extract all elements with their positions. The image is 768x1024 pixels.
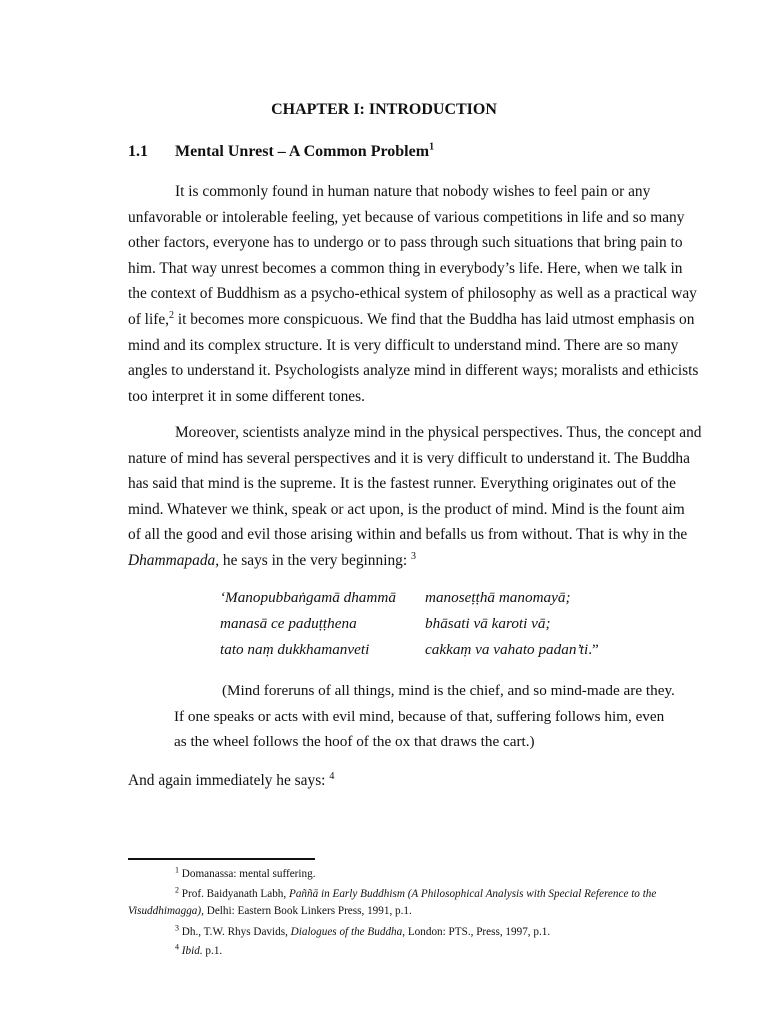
verse-line xyxy=(425,637,599,663)
paragraph-2 xyxy=(128,420,706,574)
translation-line: (Mind foreruns of all things, mind is the chief, and so mind-made are they. xyxy=(222,682,675,699)
verse-line: manoseṭṭhā manomayā; xyxy=(425,589,571,606)
paragraph-line: mind. Whatever we think, speak or act upon, is the product of mind. Mind is the fount aim xyxy=(128,500,685,518)
paragraph-line: nature of mind has several perspectives and it is very difficult to understand it. The Buddha xyxy=(128,449,690,467)
footnote-4 xyxy=(128,943,753,960)
paragraph-line: of all the good and evil those arising within and befalls us from without. That is why in the xyxy=(128,526,688,544)
section-number: 1.1 xyxy=(128,143,148,160)
paragraph-line: the context of Buddhism as a psycho-ethical system of philosophy as well as a practical way xyxy=(128,285,697,303)
paragraph-line: has said that mind is the supreme. It is the fastest runner. Everything originates out of the xyxy=(128,475,676,493)
footnote-2 xyxy=(128,886,706,920)
paragraph-line xyxy=(128,768,706,794)
footnote-ref-1[interactable]: 1 xyxy=(429,141,435,153)
paragraph-line: angles to understand it. Psychologists analyze mind in different ways; moralists and ethicists xyxy=(128,362,699,380)
chapter-title: CHAPTER I: INTRODUCTION xyxy=(271,101,497,118)
paragraph-line xyxy=(128,548,706,574)
paragraph-line: unfavorable or intolerable feeling, yet because of various competitions in life and so many xyxy=(128,208,685,226)
paragraph-line: other factors, everyone has to undergo or to pass through such situations that bring pain to xyxy=(128,234,683,252)
paragraph-text: of life, xyxy=(128,310,170,328)
footnote-number: 2 xyxy=(175,885,179,895)
footnote-book-title: Paññā in Early Buddhism (A Philosophical Analysis with Special Reference to the xyxy=(289,888,657,900)
verse-line: manasā ce paduṭṭhena xyxy=(220,615,357,632)
paragraph-1 xyxy=(128,179,706,409)
verse-left-column xyxy=(220,585,396,663)
footnote-text: , London: PTS., Press, 1997, p.1. xyxy=(402,926,551,938)
footnote-number: 3 xyxy=(175,923,179,933)
section-title xyxy=(175,143,434,161)
footnote-book-title: Visuddhimagga), xyxy=(128,905,204,917)
footnote-ref-2[interactable]: 2 xyxy=(169,309,175,321)
verse-text: .” xyxy=(588,641,599,658)
paragraph-line: too interpret it in some different tones. xyxy=(128,387,365,405)
footnote-number: 4 xyxy=(175,942,179,952)
verse-text: cakkaṃ va vahato padan’ti xyxy=(425,641,589,658)
paragraph-text: And again immediately he says: xyxy=(128,772,330,789)
paragraph-line: It is commonly found in human nature that nobody wishes to feel pain or any xyxy=(175,183,651,200)
footnote-text: p.1. xyxy=(202,945,223,957)
footnote-ref-3[interactable]: 3 xyxy=(410,550,416,562)
verse-line: ‘Manopubbaṅgamā dhammā xyxy=(220,589,396,606)
book-title-dhammapada: Dhammapada xyxy=(128,551,216,569)
footnote-text: Domanassa: mental suffering. xyxy=(179,868,316,880)
footnote-ref-4[interactable]: 4 xyxy=(329,770,335,782)
footnote-3 xyxy=(128,924,753,941)
footnote-book-title: Dialogues of the Buddha xyxy=(290,926,403,938)
footnote-separator xyxy=(128,858,315,860)
paragraph-line: him. That way unrest becomes a common thing in everybody’s life. Here, when we talk in xyxy=(128,259,683,277)
footnote-number: 1 xyxy=(175,865,179,875)
paragraph-3 xyxy=(128,768,706,794)
translation-line: If one speaks or acts with evil mind, because of that, suffering follows him, even xyxy=(174,707,665,725)
footnote-line xyxy=(128,903,706,920)
paragraph-text: , he says in the very beginning: xyxy=(215,551,411,569)
paragraph-line: Moreover, scientists analyze mind in the physical perspectives. Thus, the concept and xyxy=(175,424,702,441)
verse-right-column xyxy=(425,585,599,663)
translation-line: as the wheel follows the hoof of the ox that draws the cart.) xyxy=(174,733,535,751)
verse-line: tato naṃ dukkhamanveti xyxy=(220,641,370,658)
footnote-1 xyxy=(128,866,753,883)
paragraph-line: mind and its complex structure. It is very difficult to understand mind. There are so many xyxy=(128,336,679,354)
footnote-text: Prof. Baidyanath Labh, xyxy=(179,888,289,900)
footnote-ibid: Ibid. xyxy=(179,945,203,957)
verse-line: bhāsati vā karoti vā; xyxy=(425,615,551,632)
footnote-text: Dh., T.W. Rhys Davids, xyxy=(179,926,291,938)
verse-translation xyxy=(174,678,708,755)
paragraph-line xyxy=(128,307,706,333)
footnote-text: Delhi: Eastern Book Linkers Press, 1991, p.1. xyxy=(203,905,412,917)
footnote-line xyxy=(128,886,706,903)
paragraph-text: it becomes more conspicuous. We find that the Buddha has laid utmost emphasis on xyxy=(174,310,695,328)
section-title-text: Mental Unrest – A Common Problem xyxy=(175,143,430,160)
